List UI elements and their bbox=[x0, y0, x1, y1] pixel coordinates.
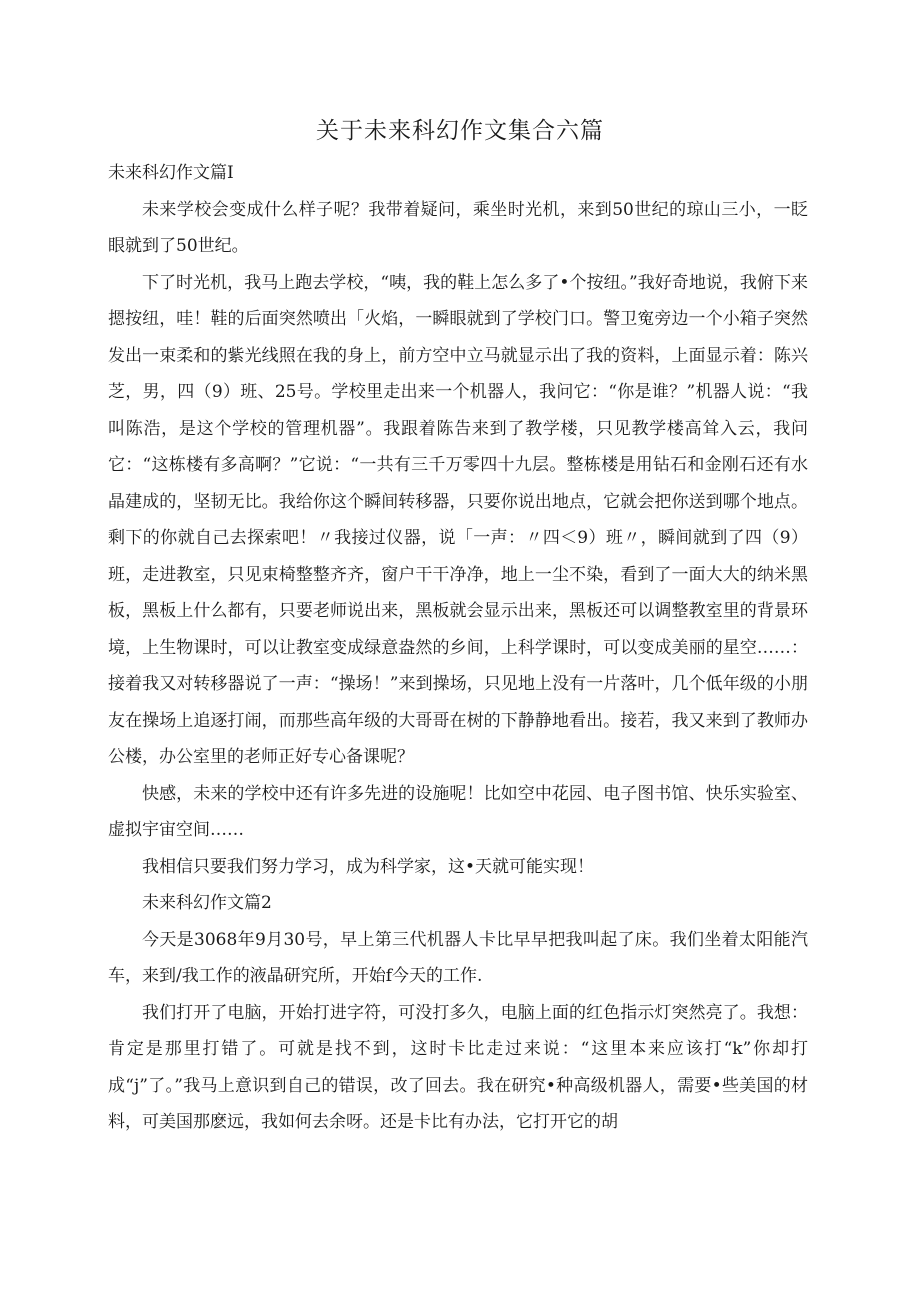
document-title: 关于未来科幻作文集合六篇 bbox=[316, 118, 604, 144]
document-body bbox=[108, 155, 808, 1141]
paragraph: 下了时光机，我马上跑去学校，“咦，我的鞋上怎么多了•个按纽。”我好奇地说，我俯下来摁按纽，哇！鞋的后面突然喷出「火焰，一瞬眼就到了学校门口。警卫寃旁边一个小箱子突然发出一束柔和的紫光线照在我的身上，前方空中立马就显示出了我的资料，上面显示着：陈兴芝，男，四（9）班、25号。学校里走出来一个机器人，我问它：“你是谁？”机器人说：“我叫陈浩，是这个学校的管理机器”。我跟着陈告来到了教学楼，只见教学楼高耸入云，我问它：“这栋楼有多高啊？”它说：“一共有三千万零四十九层。整栋楼是用钻石和金刚石还有水晶建成的，坚韧无比。我给你这个瞬间转移器，只要你说出地点，它就会把你送到哪个地点。剩下的你就自己去探索吧！〃我接过仪器，说「一声：〃四＜9）班〃，瞬间就到了四（9）班，走进教室，只见束椅整整齐齐，窗户干干净净，地上一尘不染，看到了一面大大的纳米黑板，黑板上什么都有，只要老师说出来，黑板就会显示出来，黑板还可以调整教室里的背景环境，上生物课时，可以让教室变成绿意盎然的乡间，上科学课时，可以变成美丽的星空……：接着我又对转移器说了一声：“操场！”来到操场，只见地上没有一片落叶，几个低年级的小朋友在操场上追逐打闹，而那些高年级的大哥哥在树的下静静地看出。接若，我又来到了教师办公楼，办公室里的老师正好专心备课呢？ bbox=[108, 272, 808, 767]
paragraph: 我相信只要我们努力学习，成为科学家，这•天就可能实现！ bbox=[142, 856, 595, 877]
section-heading-2: 未来科幻作文篇2 bbox=[142, 893, 272, 913]
section-heading-1: 未来科幻作文篇I bbox=[108, 163, 234, 183]
paragraph: 快感，未来的学校中还有许多先进的设施呢！比如空中花园、电子图书馆、快乐实验室、虚拟宇宙空间…… bbox=[108, 783, 808, 840]
paragraph: 我们打开了电脑，开始打进字符，可没打多久，电脑上面的红色指示灯突然亮了。我想：肯定是那里打错了。可就是找不到，这时卡比走过来说：“这里本来应该打“k”你却打成“j”了。”我马上意识到自己的错误，改了回去。我在研究•种高级机器人，需要•些美国的材料，可美国那麽远，我如何去余呀。还是卡比有办法，它打开它的胡 bbox=[108, 1002, 808, 1132]
paragraph: 今天是3068年9月30号，早上第三代机器人卡比早早把我叫起了床。我们坐着太阳能汽车，来到/我工作的液晶研究所，开始f今天的工作. bbox=[108, 929, 808, 986]
paragraph: 未来学校会变成什么样子呢？我带着疑问，乘坐时光机，来到50世纪的琼山三小，一眨眼就到了50世纪。 bbox=[108, 199, 808, 256]
